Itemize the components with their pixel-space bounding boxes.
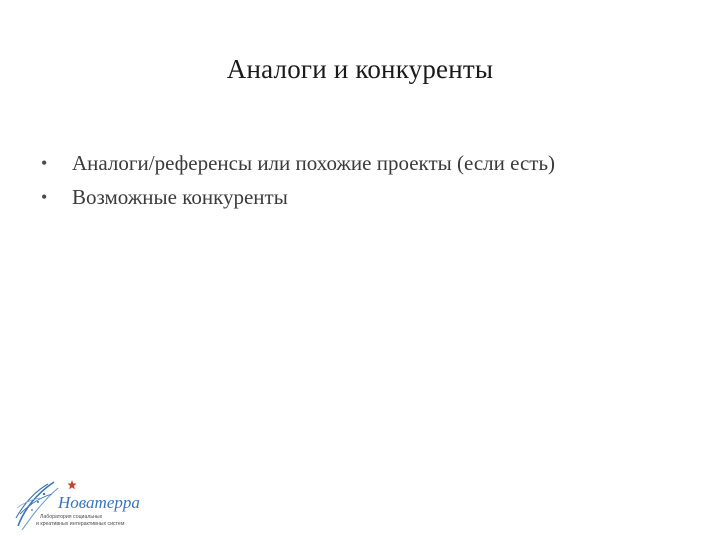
bullet-text: Аналоги/референсы или похожие проекты (если есть) [72, 151, 556, 175]
logo-tagline-1: Лаборатория социальных [40, 514, 103, 520]
slide-title: Аналоги и конкуренты [226, 54, 494, 84]
bullet-item [38, 180, 555, 214]
bullet-list [38, 146, 555, 214]
bullet-item [38, 146, 555, 180]
rocket-swoosh-logo-icon [14, 474, 144, 532]
logo-brand-text: Новатерра [58, 493, 140, 512]
bullet-text: Возможные конкуренты [72, 185, 288, 209]
logo-tagline-2: и креативных интерактивных систем [36, 521, 125, 527]
bullet-dot-icon: • [41, 187, 48, 207]
company-logo [14, 474, 144, 532]
bullet-dot-icon: • [41, 153, 48, 173]
